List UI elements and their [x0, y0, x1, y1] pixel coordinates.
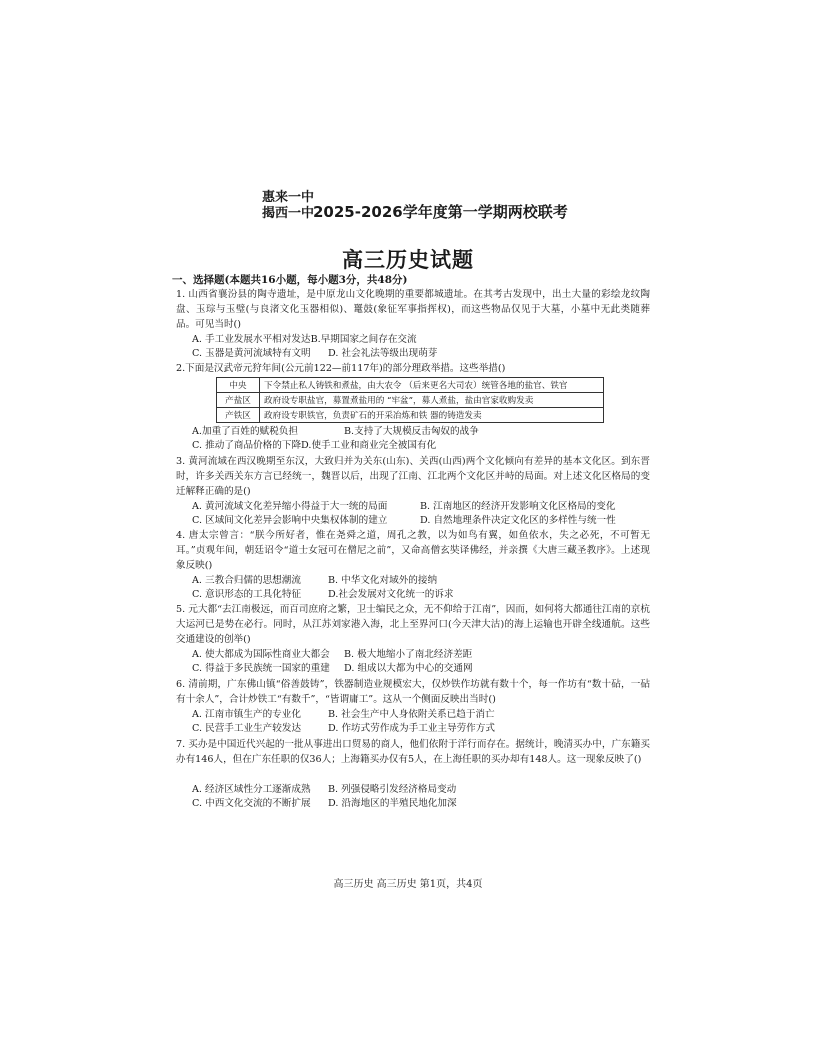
- question-6-option-d: D. 作坊式劳作成为手工业主导劳作方式: [328, 723, 495, 734]
- question-1-option-a: A. 手工业发展水平相对发达: [192, 334, 311, 345]
- school-name-1: 惠来一中: [262, 190, 315, 205]
- page-footer: 高三历史 高三历史 第1页，共4页: [333, 879, 483, 890]
- table-cell: 中央: [217, 378, 260, 393]
- question-2-options-row-2: [192, 439, 662, 453]
- question-6-option-c: C. 民营手工业生产较发达: [192, 723, 302, 734]
- question-3-options-row-2: [192, 514, 662, 528]
- table-row: [217, 378, 604, 393]
- question-3-option-a: A. 黄河流域文化差异缩小得益于大一统的局面: [192, 501, 388, 512]
- section-heading: 一、选择题(本题共16小题，每小题3分，共48分): [172, 274, 408, 286]
- question-4-option-c: C. 意识形态的工具化特征: [192, 589, 302, 600]
- question-2-table: [216, 377, 604, 423]
- table-cell: 下令禁止私人铸铁和煮盐，由大农令 （后来更名大司农）统管各地的盐官、铁官: [260, 378, 604, 393]
- exam-title: 2025-2026学年度第一学期两校联考: [313, 203, 568, 221]
- question-6-options-row-1: [192, 708, 662, 722]
- question-7-options-row-1: [192, 783, 662, 797]
- question-4-option-a: A. 三教合归儒的思想潮流: [192, 575, 301, 586]
- table-row: [217, 408, 604, 423]
- question-1-option-d: D. 社会礼法等级出现萌芽: [328, 348, 438, 359]
- question-7-option-c: C. 中西文化交流的不断扩展: [192, 798, 311, 809]
- question-5-options-row-2: [192, 662, 662, 676]
- question-1-options-row-1: [192, 333, 662, 347]
- question-4-stem: 4. 唐太宗曾言：“朕今所好者，惟在尧舜之道，周孔之教，以为如鸟有翼，如鱼依水，失之必死，不可暂无耳。”贞观年间，朝廷诏令“道士女冠可在僧尼之前”，又命高僧玄奘译佛经，并亲撰《大唐三藏圣教序》。上述现象反映(): [176, 530, 650, 572]
- question-5-option-d: D. 组成以大都为中心的交通网: [344, 663, 473, 674]
- question-7-options-row-2: [192, 797, 662, 811]
- question-1-option-b: B.早期国家之间存在交流: [310, 334, 417, 345]
- question-3-stem: 3. 黄河流域在西汉晚期至东汉，大致归并为关东(山东)、关西(山西)两个文化倾向有差异的基本文化区。到东晋时，许多关西关东方言已经统一，魏晋以后，出现了江南、江北两个文化区并峙的局面。对上述文化区格局的变迁解释正确的是(): [176, 456, 650, 498]
- table-cell: 政府设专职盐官，募置煮盐用的 “牢盆”，募人煮盐，盐由官家收购发卖: [260, 393, 604, 408]
- table-cell: 产盐区: [217, 393, 260, 408]
- question-5-stem: 5. 元大都“去江南极远，而百司庶府之繁，卫士编民之众，无不仰给于江南”，因而，如何将大都通往江南的京杭大运河已是势在必行。同时，从江苏刘家港入海，北上至界河口(今天津大沽)的海上运输也开辟全线通航。这些交通建设的创举(): [176, 604, 650, 646]
- question-6-options-row-2: [192, 722, 662, 736]
- question-6-option-a: A. 江南市镇生产的专业化: [192, 709, 301, 720]
- question-7-option-a: A. 经济区域性分工逐渐成熟: [192, 784, 311, 795]
- question-3-option-b: B. 江南地区的经济开发影响文化区格局的变化: [420, 501, 616, 512]
- question-4-options-row-1: [192, 574, 662, 588]
- question-5-options-row-1: [192, 648, 662, 662]
- table-row: [217, 393, 604, 408]
- question-1-options-row-2: [192, 347, 662, 361]
- question-3-option-c: C. 区域间文化差异会影响中央集权体制的建立: [192, 515, 388, 526]
- question-6-stem: 6. 清前期，广东佛山镇“俗善鼓铸”，铁器制造业规模宏大，仅炒铁作坊就有数十个，每一作坊有“数十砧，一砧有十余人”，合计炒铁工“有数千”，“皆谓庸工”。这从一个侧面反映出当时(): [176, 679, 650, 706]
- question-4-options-row-2: [192, 588, 662, 602]
- question-2-options-row-1: [192, 425, 662, 439]
- question-7-stem: 7. 买办是中国近代兴起的一批从事进出口贸易的商人，他们依附于洋行而存在。据统计，晚清买办中，广东籍买办有146人，但在广东任职的仅36人；上海籍买办仅有5人，在上海任职的买办却有148人。这一现象反映了(): [176, 739, 650, 766]
- question-2-stem: 2.下面是汉武帝元狩年间(公元前122—前117年)的部分理政举措。这些举措(): [176, 363, 506, 374]
- question-7-option-d: D. 沿海地区的半殖民地化加深: [328, 798, 457, 809]
- question-1-stem: 1. 山西省襄汾县的陶寺遗址，是中原龙山文化晚期的重要都城遗址。在其考古发现中，出土大量的彩绘龙纹陶盘、玉琮与玉璧(与良渚文化玉器相似)、鼍鼓(象征军事指挥权)，而这些物品仅见于大墓，小墓中无此类随葬品。可见当时(): [176, 289, 650, 331]
- table-cell: 产铁区: [217, 408, 260, 423]
- question-3-option-d: D. 自然地理条件决定文化区的多样性与统一性: [420, 515, 616, 526]
- question-4-option-b: B. 中华文化对域外的接纳: [328, 575, 438, 586]
- question-2-option-d: D.使手工业和商业完全被国有化: [301, 440, 437, 451]
- question-3-options-row-1: [192, 500, 662, 514]
- question-1-option-c: C. 玉器是黄河流域特有文明: [192, 348, 311, 359]
- question-7-option-b: B. 列强侵略引发经济格局变动: [328, 784, 457, 795]
- question-6-option-b: B. 社会生产中人身依附关系已趋于消亡: [328, 709, 495, 720]
- question-2-option-c: C. 推动了商品价格的下降: [192, 440, 302, 451]
- page-title: 高三历史试题: [342, 247, 474, 272]
- school-name-2: 揭西一中: [262, 206, 315, 221]
- question-2-option-a: A.加重了百姓的赋税负担: [192, 426, 298, 437]
- question-2-option-b: B.支持了大规模反击匈奴的战争: [344, 426, 479, 437]
- table-cell: 政府设专职铁官，负责矿石的开采冶炼和铁 器的铸造发卖: [260, 408, 604, 423]
- question-4-option-d: D.社会发展对文化统一的诉求: [328, 589, 454, 600]
- question-5-option-a: A. 使大都成为国际性商业大都会: [192, 649, 330, 660]
- question-5-option-c: C. 得益于多民族统一国家的重建: [192, 663, 330, 674]
- question-5-option-b: B. 极大地缩小了南北经济差距: [344, 649, 473, 660]
